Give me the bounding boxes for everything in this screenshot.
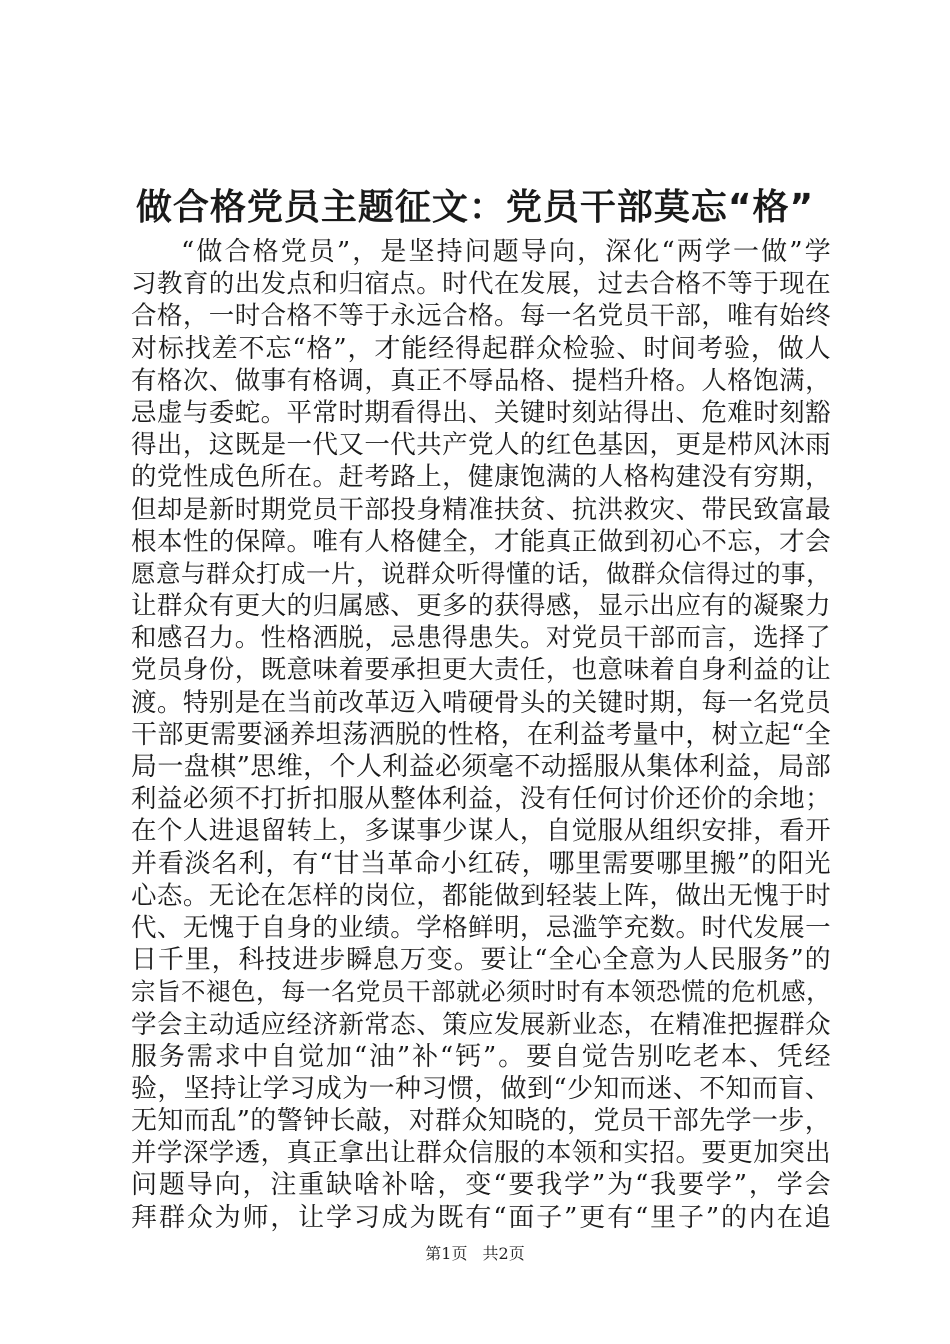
body-text-line: 但却是新时期党员干部投身精准扶贫、抗洪救灾、带民致富最 — [131, 494, 831, 525]
body-text-line: 宗旨不褪色，每一名党员干部就必须时时有本领恐慌的危机感， — [131, 977, 831, 1007]
body-text-line: 并看淡名利，有“甘当革命小红砖，哪里需要哪里搬”的阳光 — [131, 848, 831, 879]
body-text-line: 合格，一时合格不等于永远合格。每一名党员干部，唯有始终 — [131, 301, 831, 332]
body-text-line: 拜群众为师，让学习成为既有“面子”更有“里子”的内在追 — [131, 1202, 831, 1233]
body-text-line: 心态。无论在怎样的岗位，都能做到轻装上阵，做出无愧于时 — [131, 880, 831, 911]
body-text-line: 利益必须不打折扣服从整体利益，没有任何讨价还价的余地； — [131, 784, 831, 815]
body-text-line: 和感召力。性格洒脱，忌患得患失。对党员干部而言，选择了 — [131, 623, 831, 654]
body-text-line: 有格次、做事有格调，真正不辱品格、提档升格。人格饱满， — [131, 365, 831, 396]
body-text-line: 无知而乱”的警钟长敲，对群众知晓的，党员干部先学一步， — [131, 1106, 832, 1137]
body-text-line: 根本性的保障。唯有人格健全，才能真正做到初心不忘，才会 — [131, 526, 831, 557]
page-total: 共2页 — [482, 1244, 525, 1263]
page-footer — [0, 1243, 950, 1265]
body-text-line: 在个人进退留转上，多谋事少谋人，自觉服从组织安排，看开 — [131, 816, 831, 847]
body-text-line: 日千里，科技进步瞬息万变。要让“全心全意为人民服务”的 — [131, 945, 831, 976]
body-text-line: 愿意与群众打成一片，说群众听得懂的话，做群众信得过的事， — [131, 558, 831, 588]
body-text-line: 验，坚持让学习成为一种习惯，做到“少知而迷、不知而盲、 — [131, 1073, 832, 1104]
body-text-line: 渡。特别是在当前改革迈入啃硬骨头的关键时期，每一名党员 — [131, 687, 831, 718]
body-text-line: 让群众有更大的归属感、更多的获得感，显示出应有的凝聚力 — [131, 591, 831, 622]
body-text-line: 对标找差不忘“格”，才能经得起群众检验、时间考验，做人 — [131, 333, 831, 364]
document-title: 做合格党员主题征文：党员干部莫忘“格” — [135, 187, 815, 228]
body-text-line: 学会主动适应经济新常态、策应发展新业态，在精准把握群众 — [131, 1009, 831, 1040]
body-text-line: 问题导向，注重缺啥补啥，变“要我学”为“我要学”，学会 — [131, 1170, 831, 1201]
body-text-line: 得出，这既是一代又一代共产党人的红色基因，更是栉风沐雨 — [131, 430, 831, 461]
body-text-line: 忌虚与委蛇。平常时期看得出、关键时刻站得出、危难时刻豁 — [131, 397, 831, 428]
body-text-line: 服务需求中自觉加“油”补“钙”。要自觉告别吃老本、凭经 — [131, 1041, 831, 1072]
document-body — [131, 236, 831, 1234]
body-text-line: 并学深学透，真正拿出让群众信服的本领和实招。要更加突出 — [131, 1138, 831, 1169]
body-text-line: 党员身份，既意味着要承担更大责任，也意味着自身利益的让 — [131, 655, 831, 686]
page-number: 第1页 — [425, 1244, 468, 1263]
body-text-line: 干部更需要涵养坦荡洒脱的性格，在利益考量中，树立起“全 — [131, 719, 832, 750]
body-text-line: 局一盘棋”思维，个人利益必须毫不动摇服从集体利益，局部 — [131, 752, 832, 782]
body-text-line: 习教育的出发点和归宿点。时代在发展，过去合格不等于现在 — [131, 269, 831, 300]
body-text-line: 代、无愧于自身的业绩。学格鲜明，忌滥竽充数。时代发展一 — [131, 912, 831, 943]
body-text-line: 的党性成色所在。赶考路上，健康饱满的人格构建没有穷期， — [131, 462, 831, 493]
body-text-line: “做合格党员”，是坚持问题导向，深化“两学一做”学 — [181, 237, 831, 267]
